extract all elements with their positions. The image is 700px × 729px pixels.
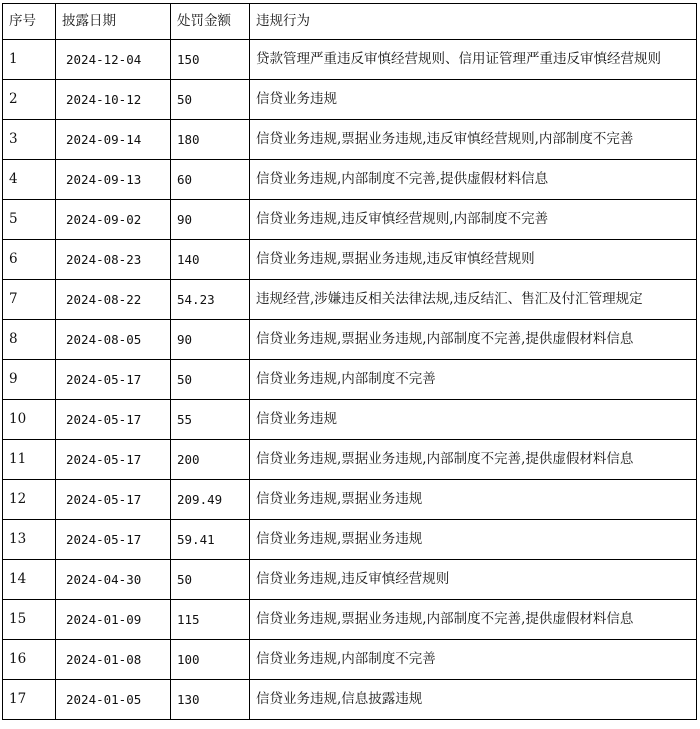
table-row [3, 520, 697, 560]
cell-violation: 信贷业务违规,票据业务违规,内部制度不完善,提供虚假材料信息 [250, 440, 697, 480]
cell-date: 2024-05-17 [56, 360, 171, 400]
cell-no: 12 [3, 480, 56, 520]
cell-date: 2024-05-17 [56, 520, 171, 560]
table-row [3, 120, 697, 160]
table-header [3, 4, 697, 40]
cell-no: 14 [3, 560, 56, 600]
header-violation: 违规行为 [250, 4, 697, 40]
table-row [3, 680, 697, 720]
cell-violation: 信贷业务违规,违反审慎经营规则 [250, 560, 697, 600]
cell-amount: 50 [171, 360, 250, 400]
table-row [3, 440, 697, 480]
table-row [3, 280, 697, 320]
table-row [3, 480, 697, 520]
cell-amount: 60 [171, 160, 250, 200]
cell-amount: 150 [171, 40, 250, 80]
cell-amount: 59.41 [171, 520, 250, 560]
cell-date: 2024-12-04 [56, 40, 171, 80]
cell-date: 2024-05-17 [56, 480, 171, 520]
header-date: 披露日期 [56, 4, 171, 40]
cell-violation: 信贷业务违规,票据业务违规,违反审慎经营规则,内部制度不完善 [250, 120, 697, 160]
cell-no: 2 [3, 80, 56, 120]
cell-no: 11 [3, 440, 56, 480]
cell-no: 13 [3, 520, 56, 560]
cell-no: 6 [3, 240, 56, 280]
cell-date: 2024-01-08 [56, 640, 171, 680]
header-row [3, 4, 697, 40]
table-row [3, 560, 697, 600]
cell-date: 2024-04-30 [56, 560, 171, 600]
table-row [3, 40, 697, 80]
cell-no: 10 [3, 400, 56, 440]
cell-no: 5 [3, 200, 56, 240]
cell-date: 2024-08-22 [56, 280, 171, 320]
cell-violation: 信贷业务违规,票据业务违规,内部制度不完善,提供虚假材料信息 [250, 600, 697, 640]
cell-violation: 信贷业务违规,内部制度不完善 [250, 640, 697, 680]
cell-no: 1 [3, 40, 56, 80]
cell-violation: 信贷业务违规,票据业务违规 [250, 480, 697, 520]
cell-violation: 信贷业务违规,票据业务违规 [250, 520, 697, 560]
table-row [3, 640, 697, 680]
cell-amount: 50 [171, 560, 250, 600]
table-body [3, 40, 697, 720]
cell-violation: 信贷业务违规,票据业务违规,违反审慎经营规则 [250, 240, 697, 280]
table-row [3, 600, 697, 640]
cell-violation: 贷款管理严重违反审慎经营规则、信用证管理严重违反审慎经营规则 [250, 40, 697, 80]
cell-amount: 115 [171, 600, 250, 640]
cell-date: 2024-08-23 [56, 240, 171, 280]
cell-date: 2024-05-17 [56, 400, 171, 440]
penalty-table [2, 3, 697, 720]
cell-violation: 信贷业务违规,票据业务违规,内部制度不完善,提供虚假材料信息 [250, 320, 697, 360]
cell-amount: 200 [171, 440, 250, 480]
cell-date: 2024-08-05 [56, 320, 171, 360]
cell-amount: 209.49 [171, 480, 250, 520]
table-row [3, 360, 697, 400]
cell-date: 2024-09-02 [56, 200, 171, 240]
cell-no: 9 [3, 360, 56, 400]
table-row [3, 400, 697, 440]
cell-violation: 信贷业务违规 [250, 80, 697, 120]
cell-no: 4 [3, 160, 56, 200]
cell-no: 7 [3, 280, 56, 320]
table-row [3, 240, 697, 280]
cell-date: 2024-09-13 [56, 160, 171, 200]
cell-amount: 55 [171, 400, 250, 440]
cell-date: 2024-09-14 [56, 120, 171, 160]
cell-amount: 50 [171, 80, 250, 120]
cell-no: 3 [3, 120, 56, 160]
table-row [3, 160, 697, 200]
cell-amount: 180 [171, 120, 250, 160]
cell-no: 15 [3, 600, 56, 640]
cell-violation: 信贷业务违规,内部制度不完善 [250, 360, 697, 400]
table-row [3, 320, 697, 360]
cell-violation: 违规经营,涉嫌违反相关法律法规,违反结汇、售汇及付汇管理规定 [250, 280, 697, 320]
cell-amount: 90 [171, 200, 250, 240]
cell-no: 8 [3, 320, 56, 360]
cell-violation: 信贷业务违规,违反审慎经营规则,内部制度不完善 [250, 200, 697, 240]
table-row [3, 200, 697, 240]
cell-amount: 90 [171, 320, 250, 360]
cell-no: 16 [3, 640, 56, 680]
penalty-table-container [2, 3, 696, 720]
cell-amount: 140 [171, 240, 250, 280]
cell-date: 2024-01-05 [56, 680, 171, 720]
cell-violation: 信贷业务违规,信息披露违规 [250, 680, 697, 720]
cell-date: 2024-10-12 [56, 80, 171, 120]
table-row [3, 80, 697, 120]
cell-amount: 130 [171, 680, 250, 720]
cell-date: 2024-01-09 [56, 600, 171, 640]
cell-violation: 信贷业务违规 [250, 400, 697, 440]
header-no: 序号 [3, 4, 56, 40]
header-amount: 处罚金额 [171, 4, 250, 40]
cell-violation: 信贷业务违规,内部制度不完善,提供虚假材料信息 [250, 160, 697, 200]
cell-amount: 54.23 [171, 280, 250, 320]
cell-no: 17 [3, 680, 56, 720]
cell-amount: 100 [171, 640, 250, 680]
cell-date: 2024-05-17 [56, 440, 171, 480]
